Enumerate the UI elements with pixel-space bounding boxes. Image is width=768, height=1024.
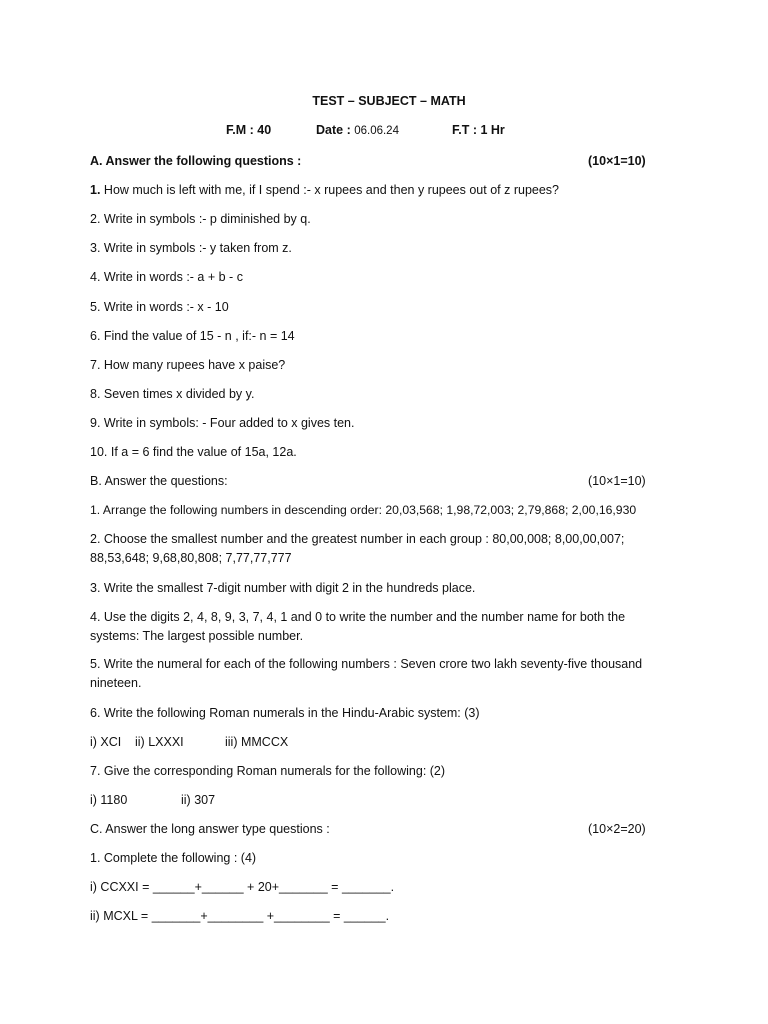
question-a2: 2. Write in symbols :- p diminished by q. [90, 212, 311, 226]
question-text: How much is left with me, if I spend :- x rupees and then y rupees out of z rupees? [100, 183, 560, 197]
question-a5: 5. Write in words :- x - 10 [90, 300, 229, 314]
b7-part-ii: ii) 307 [181, 793, 216, 807]
question-b6-parts [90, 733, 690, 752]
date-label: Date : [316, 123, 355, 137]
section-b-marks: (10×1=10) [588, 474, 646, 488]
question-b5: 5. Write the numeral for each of the following numbers : Seven crore two lakh seventy-five thousand nineteen. [90, 657, 643, 690]
full-marks: F.M : 40 [226, 123, 272, 137]
question-c1: 1. Complete the following : (4) [90, 851, 257, 865]
question-a4: 4. Write in words :- a + b - c [90, 270, 243, 284]
full-time: F.T : 1 Hr [452, 123, 505, 137]
section-b-heading: B. Answer the questions: [90, 474, 228, 488]
date-value: 06.06.24 [354, 125, 399, 137]
b6-part-i: i) XCI [90, 735, 122, 749]
section-c-marks: (10×2=20) [588, 822, 646, 836]
section-a-marks: (10×1=10) [588, 154, 646, 168]
question-a10: 10. If a = 6 find the value of 15a, 12a. [90, 445, 297, 459]
question-b6: 6. Write the following Roman numerals in the Hindu-Arabic system: (3) [90, 706, 480, 720]
section-c-heading: C. Answer the long answer type questions : [90, 822, 330, 836]
b6-part-iii: iii) MMCCX [225, 735, 289, 749]
question-a6: 6. Find the value of 15 - n , if:- n = 14 [90, 329, 295, 343]
page-title: TEST – SUBJECT – MATH [312, 94, 466, 108]
question-b7: 7. Give the corresponding Roman numerals for the following: (2) [90, 764, 446, 778]
exam-date [316, 123, 399, 137]
question-a9: 9. Write in symbols: - Four added to x gives ten. [90, 416, 355, 430]
question-number: 1. [90, 183, 101, 197]
question-b4: 4. Use the digits 2, 4, 8, 9, 3, 7, 4, 1 and 0 to write the number and the number name for both the systems: The largest possible number. [90, 610, 626, 643]
question-a1 [90, 181, 690, 200]
question-b1: 1. Arrange the following numbers in descending order: 20,03,568; 1,98,72,003; 2,79,868; 2,00,16,930 [90, 503, 637, 517]
b6-part-ii: ii) LXXXI [135, 735, 184, 749]
question-a3: 3. Write in symbols :- y taken from z. [90, 241, 292, 255]
question-b2: 2. Choose the smallest number and the greatest number in each group : 80,00,008; 8,00,00,007; 88,53,648; 9,68,80,808; 7,77,77,777 [90, 532, 625, 565]
question-c1-part-ii: ii) MCXL = _______+________ +________ = ______. [90, 909, 390, 923]
question-b3: 3. Write the smallest 7-digit number with digit 2 in the hundreds place. [90, 581, 476, 595]
section-a-heading: A. Answer the following questions : [90, 154, 302, 168]
question-c1-part-i: i) CCXXI = ______+______ + 20+_______ = _______. [90, 880, 395, 894]
question-b7-parts [90, 791, 690, 810]
b7-part-i: i) 1180 [90, 793, 128, 807]
question-a8: 8. Seven times x divided by y. [90, 387, 255, 401]
question-a7: 7. How many rupees have x paise? [90, 358, 286, 372]
